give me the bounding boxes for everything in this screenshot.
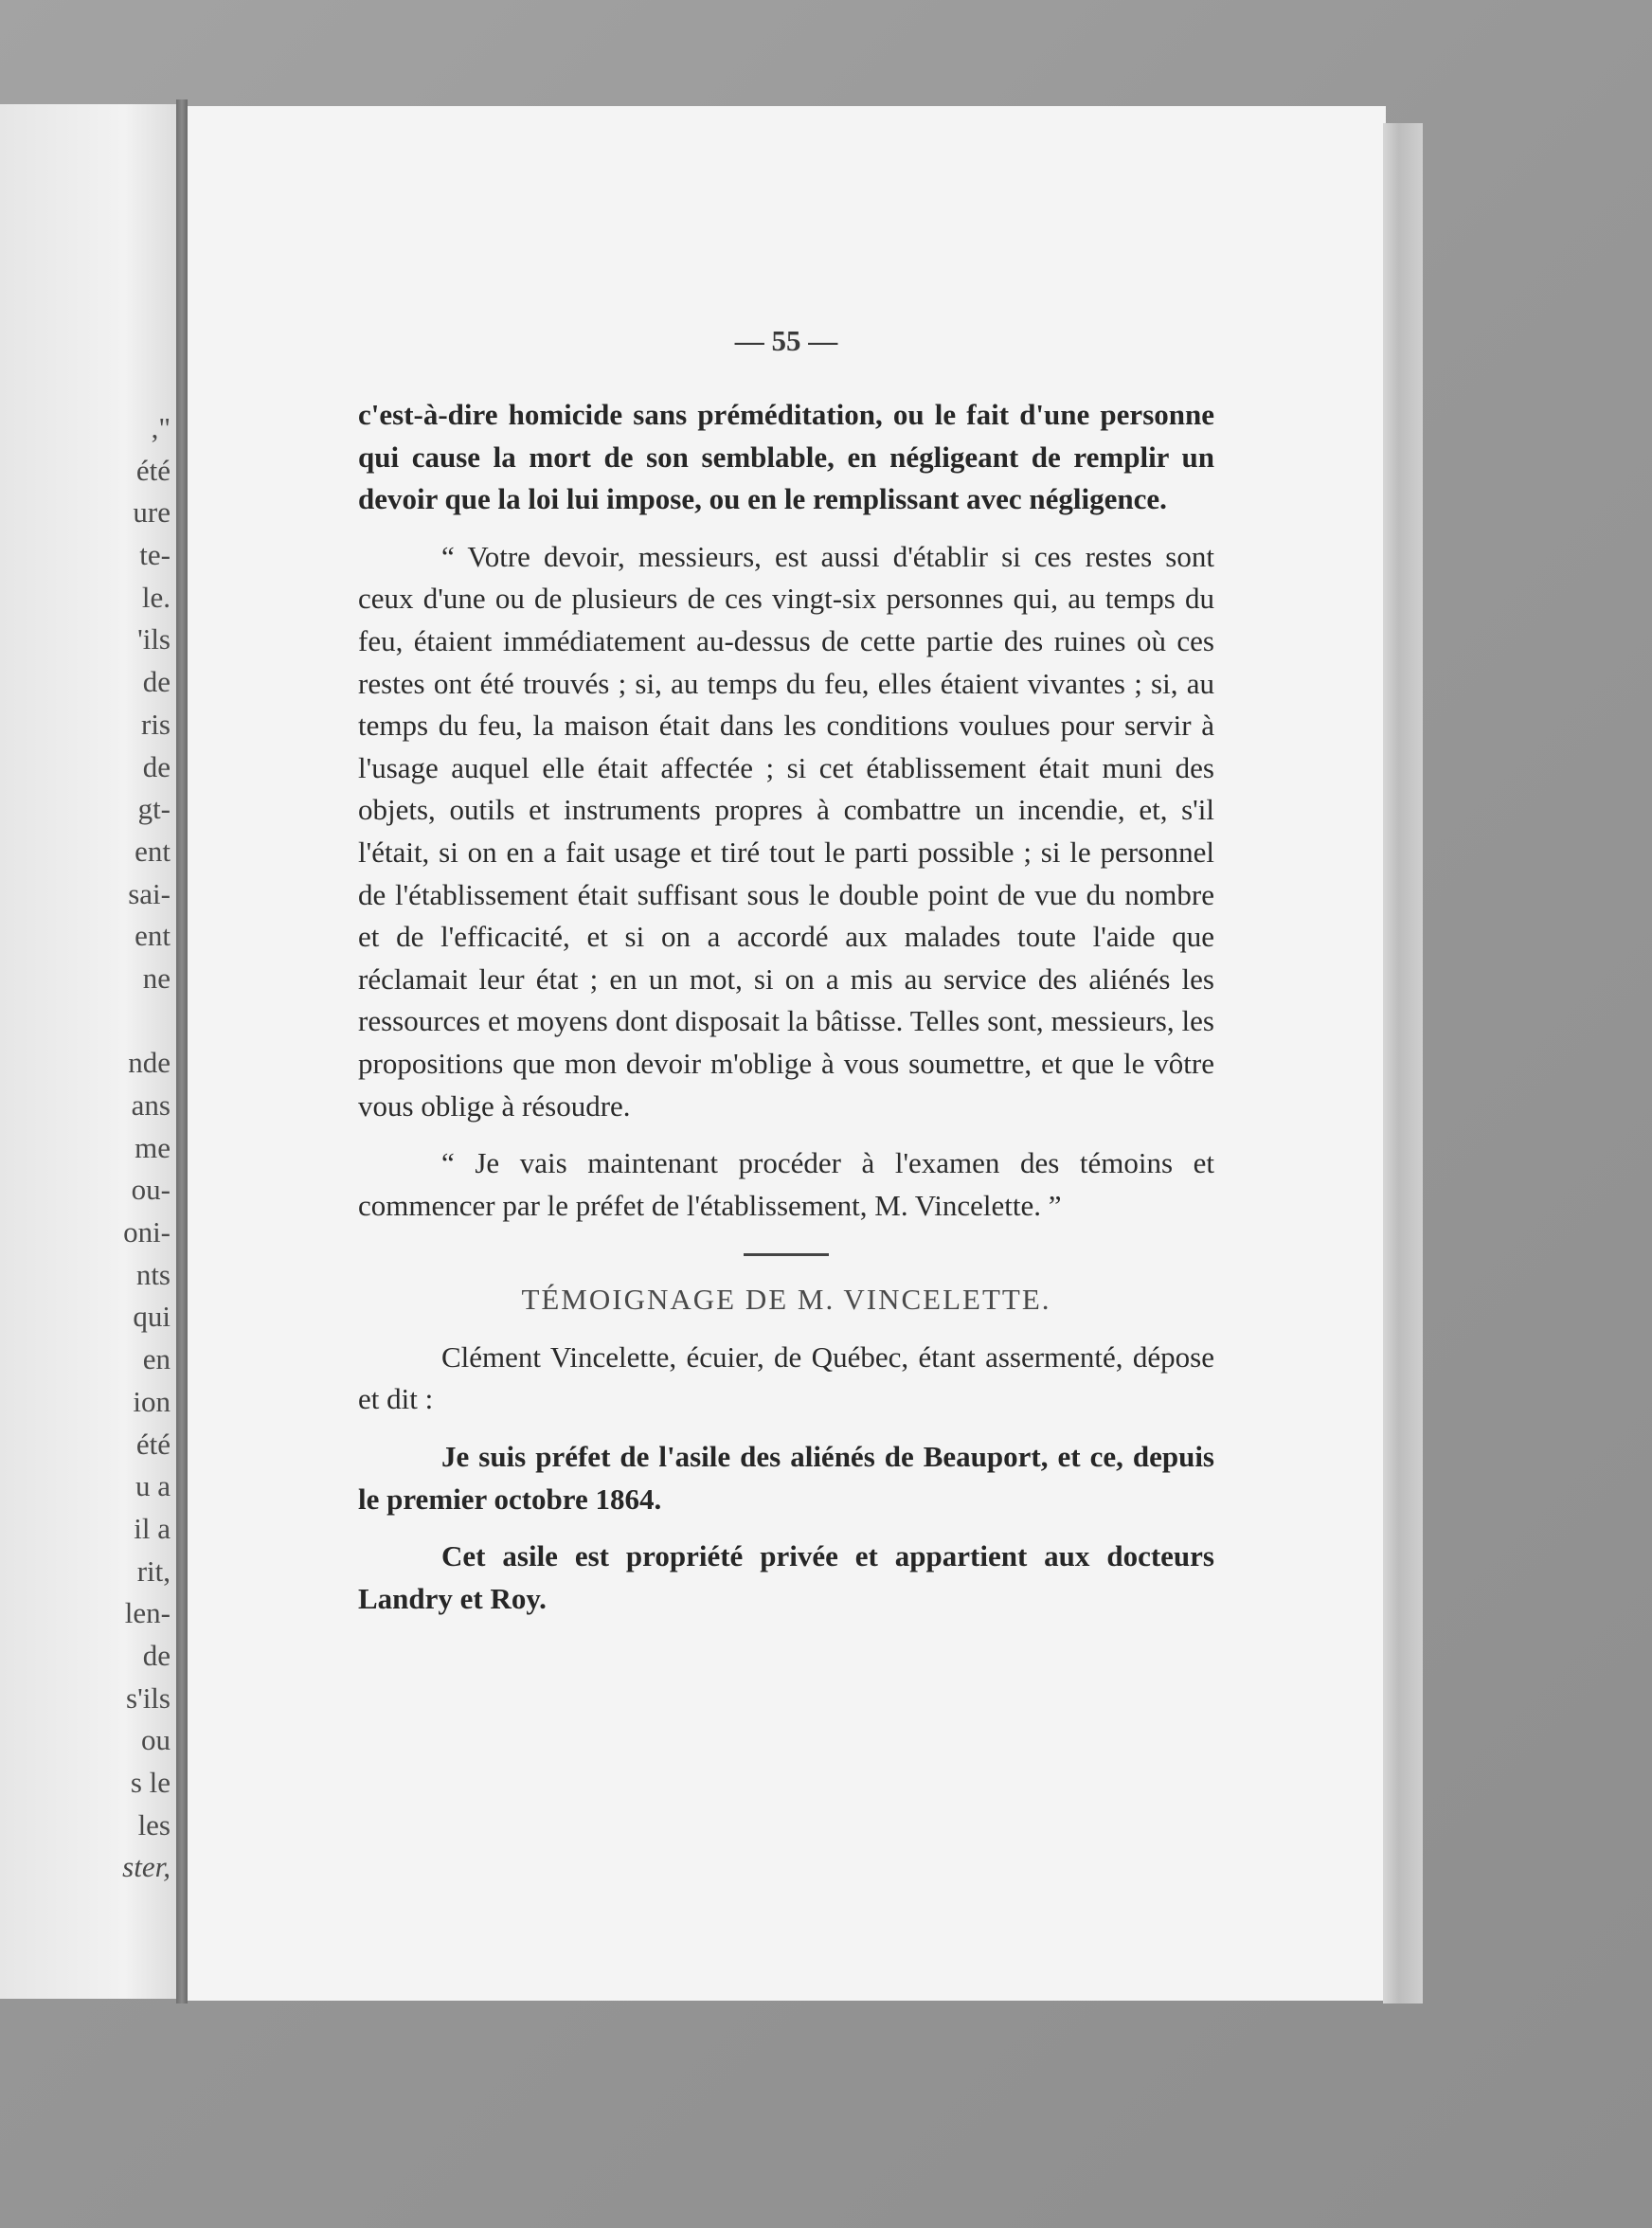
left-fragment: ans [131,1088,171,1122]
book-gutter [176,99,188,2003]
left-fragment: qui [133,1300,171,1334]
left-fragment: rit, [136,1554,171,1588]
paragraph-sworn-statement: Clément Vincelette, écuier, de Québec, étant assermenté, dépose et dit : [358,1339,1214,1416]
left-fragment: été [135,1427,171,1461]
left-fragment: ent [135,834,171,868]
left-fragment: le. [141,580,171,614]
left-fragment: ," [151,411,171,444]
left-fragment: u a [135,1469,171,1503]
left-fragment: me [135,1130,171,1164]
left-fragment: ster, [122,1850,171,1884]
page-body [358,394,1214,1620]
paragraph-gap [358,1421,1214,1436]
left-fragment: de [142,749,171,783]
left-fragment: ure [133,495,171,530]
paragraph-prefect-role: Je suis préfet de l'asile des aliénés de Beauport, et ce, depuis le premier octobre 1864. [358,1440,1214,1516]
left-fragment: ou- [131,1173,171,1207]
left-fragment: ris [141,707,171,741]
section-rule [744,1253,829,1256]
page-number: — 55 — [734,324,838,357]
left-fragment: nts [135,1257,171,1291]
left-page-edge [0,104,178,1999]
left-fragment: oni- [123,1215,171,1249]
paragraph-asylum-ownership: Cet asile est propriété privée et appartient aux docteurs Landry et Roy. [358,1539,1214,1615]
paragraph-jury-duty: “ Votre devoir, messieurs, est aussi d'établir si ces restes sont ceux d'une ou de plusieurs de ces vingt-six personnes qui, au temps du feu, étaient immédiatement au-dessus de cette partie des ruines où ces restes ont été trouvés ; si, au temps du feu, elles étaient vivantes ; si, au temps du feu, la maison était dans les conditions voulues pour servir à l'usage auquel elle était affectée ; si cet établissement était muni des objets, outils et instruments propres à combattre un incendie, et, s'il l'était, si on en a fait usage et tiré tout le parti possible ; si le personnel de l'établissement était suffisant sous le double point de vue du nombre et de l'efficacité, et si on a accordé aux malades toute l'aide que réclamait leur état ; en un mot, si on a mis au service des aliénés les ressources et moyens dont disposait la bâtisse. Telles sont, messieurs, les propositions que mon devoir m'oblige à vous soumettre, et que le vôtre vous oblige à résoudre. [358,539,1214,1123]
left-fragment: ent [135,919,171,953]
left-fragment: s'ils [126,1680,171,1715]
left-fragment: en [142,1342,171,1376]
left-fragment [0,1000,171,1043]
paragraph-manslaughter-definition: c'est-à-dire homicide sans préméditation, ou le fait d'une personne qui cause la mort de son semblable, en négligeant de remplir un devoir que la loi lui impose, ou en le remplissant avec négligence. [358,398,1214,516]
left-fragment: sai- [128,876,171,910]
left-fragment: gt- [137,792,171,826]
section-heading: TÉMOIGNAGE DE M. VINCELETTE. [521,1283,1051,1317]
left-fragment: nde [128,1046,171,1080]
left-fragment: s le [130,1766,171,1799]
left-fragment: il a [134,1511,171,1545]
left-page-fragments [0,407,171,1889]
paragraph-gap [358,1520,1214,1536]
left-fragment: te- [139,538,171,572]
left-fragment: les [137,1807,171,1842]
paragraph-examination-start: “ Je vais maintenant procéder à l'examen des témoins et commencer par le préfet de l'établissement, M. Vincelette. ” [358,1146,1214,1222]
left-fragment: 'ils [137,622,171,656]
paragraph-gap [358,521,1214,536]
left-fragment: ne [142,961,171,995]
left-fragment: de [142,665,171,699]
left-fragment: été [135,453,171,487]
paragraph-gap [358,1127,1214,1142]
left-fragment: ou [141,1723,171,1757]
left-fragment: de [142,1638,171,1672]
page-stack-edge [1383,123,1423,2003]
left-fragment: ion [133,1384,171,1418]
left-fragment: len- [124,1596,171,1630]
